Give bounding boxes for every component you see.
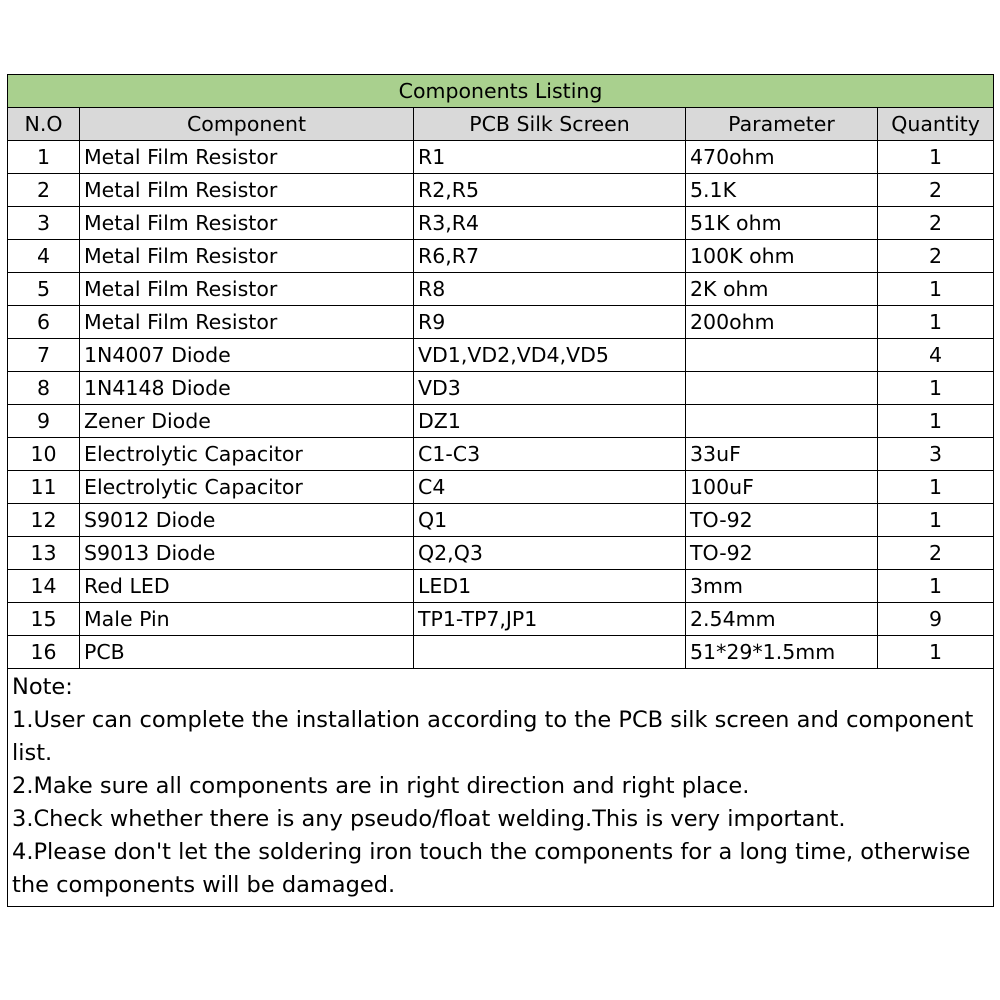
- cell-quantity: 1: [878, 471, 994, 504]
- cell-parameter: 470ohm: [686, 141, 878, 174]
- cell-pcb-silk-screen: R1: [414, 141, 686, 174]
- cell-pcb-silk-screen: DZ1: [414, 405, 686, 438]
- cell-component: Electrolytic Capacitor: [80, 471, 414, 504]
- cell-no: 8: [8, 372, 80, 405]
- table-row: [8, 603, 994, 636]
- table-row: [8, 207, 994, 240]
- cell-parameter: 51*29*1.5mm: [686, 636, 878, 669]
- notes-row: [8, 669, 994, 907]
- table-row: [8, 438, 994, 471]
- cell-parameter: [686, 339, 878, 372]
- cell-pcb-silk-screen: R8: [414, 273, 686, 306]
- cell-quantity: 1: [878, 141, 994, 174]
- cell-no: 12: [8, 504, 80, 537]
- cell-pcb-silk-screen: Q2,Q3: [414, 537, 686, 570]
- cell-component: Metal Film Resistor: [80, 174, 414, 207]
- cell-parameter: 100uF: [686, 471, 878, 504]
- header-component: Component: [80, 108, 414, 141]
- cell-pcb-silk-screen: [414, 636, 686, 669]
- cell-component: PCB: [80, 636, 414, 669]
- cell-parameter: 2K ohm: [686, 273, 878, 306]
- cell-no: 3: [8, 207, 80, 240]
- table-row: [8, 537, 994, 570]
- cell-quantity: 2: [878, 240, 994, 273]
- cell-no: 13: [8, 537, 80, 570]
- cell-parameter: TO-92: [686, 537, 878, 570]
- cell-pcb-silk-screen: Q1: [414, 504, 686, 537]
- cell-parameter: TO-92: [686, 504, 878, 537]
- cell-component: Metal Film Resistor: [80, 273, 414, 306]
- cell-pcb-silk-screen: C4: [414, 471, 686, 504]
- cell-parameter: [686, 405, 878, 438]
- cell-pcb-silk-screen: TP1-TP7,JP1: [414, 603, 686, 636]
- cell-component: Metal Film Resistor: [80, 141, 414, 174]
- cell-no: 6: [8, 306, 80, 339]
- cell-no: 10: [8, 438, 80, 471]
- cell-component: Metal Film Resistor: [80, 306, 414, 339]
- cell-pcb-silk-screen: VD3: [414, 372, 686, 405]
- cell-quantity: 3: [878, 438, 994, 471]
- cell-quantity: 1: [878, 273, 994, 306]
- note-line: 3.Check whether there is any pseudo/float welding.This is very important.: [12, 806, 846, 832]
- note-line: 2.Make sure all components are in right direction and right place.: [12, 773, 750, 799]
- cell-parameter: 3mm: [686, 570, 878, 603]
- table-row: [8, 273, 994, 306]
- cell-pcb-silk-screen: LED1: [414, 570, 686, 603]
- note-line: 4.Please don't let the soldering iron touch the components for a long time, otherwise the components will be damaged.: [12, 839, 971, 898]
- table-row: [8, 504, 994, 537]
- table-row: [8, 141, 994, 174]
- cell-quantity: 1: [878, 306, 994, 339]
- table-row: [8, 570, 994, 603]
- cell-pcb-silk-screen: R3,R4: [414, 207, 686, 240]
- table-row: [8, 240, 994, 273]
- header-pcb-silk-screen: PCB Silk Screen: [414, 108, 686, 141]
- table-title: Components Listing: [8, 75, 994, 108]
- cell-component: Metal Film Resistor: [80, 240, 414, 273]
- cell-pcb-silk-screen: R2,R5: [414, 174, 686, 207]
- notes-heading: Note:: [12, 674, 73, 700]
- cell-component: Electrolytic Capacitor: [80, 438, 414, 471]
- cell-quantity: 1: [878, 372, 994, 405]
- cell-no: 4: [8, 240, 80, 273]
- components-table: [7, 74, 994, 907]
- cell-parameter: 51K ohm: [686, 207, 878, 240]
- cell-no: 16: [8, 636, 80, 669]
- cell-component: 1N4007 Diode: [80, 339, 414, 372]
- cell-component: Zener Diode: [80, 405, 414, 438]
- header-row: [8, 108, 994, 141]
- cell-no: 2: [8, 174, 80, 207]
- cell-no: 7: [8, 339, 80, 372]
- cell-parameter: 200ohm: [686, 306, 878, 339]
- cell-quantity: 2: [878, 174, 994, 207]
- cell-no: 11: [8, 471, 80, 504]
- notes-cell: [8, 669, 994, 907]
- cell-no: 1: [8, 141, 80, 174]
- cell-component: 1N4148 Diode: [80, 372, 414, 405]
- table-row: [8, 405, 994, 438]
- note-line: 1.User can complete the installation according to the PCB silk screen and component list.: [12, 707, 974, 766]
- cell-pcb-silk-screen: R9: [414, 306, 686, 339]
- header-parameter: Parameter: [686, 108, 878, 141]
- table-row: [8, 306, 994, 339]
- cell-pcb-silk-screen: R6,R7: [414, 240, 686, 273]
- cell-component: S9013 Diode: [80, 537, 414, 570]
- cell-no: 15: [8, 603, 80, 636]
- header-no: N.O: [8, 108, 80, 141]
- cell-quantity: 1: [878, 636, 994, 669]
- header-quantity: Quantity: [878, 108, 994, 141]
- cell-no: 14: [8, 570, 80, 603]
- cell-quantity: 9: [878, 603, 994, 636]
- cell-quantity: 1: [878, 405, 994, 438]
- cell-quantity: 4: [878, 339, 994, 372]
- cell-component: Red LED: [80, 570, 414, 603]
- cell-quantity: 1: [878, 504, 994, 537]
- cell-parameter: 100K ohm: [686, 240, 878, 273]
- cell-no: 9: [8, 405, 80, 438]
- cell-component: Metal Film Resistor: [80, 207, 414, 240]
- cell-pcb-silk-screen: VD1,VD2,VD4,VD5: [414, 339, 686, 372]
- table-row: [8, 636, 994, 669]
- table-body: [8, 141, 994, 669]
- cell-parameter: 33uF: [686, 438, 878, 471]
- cell-parameter: [686, 372, 878, 405]
- table-row: [8, 471, 994, 504]
- cell-component: S9012 Diode: [80, 504, 414, 537]
- cell-quantity: 2: [878, 207, 994, 240]
- cell-no: 5: [8, 273, 80, 306]
- cell-parameter: 2.54mm: [686, 603, 878, 636]
- cell-pcb-silk-screen: C1-C3: [414, 438, 686, 471]
- cell-parameter: 5.1K: [686, 174, 878, 207]
- cell-quantity: 1: [878, 570, 994, 603]
- table-row: [8, 339, 994, 372]
- table-row: [8, 174, 994, 207]
- table-row: [8, 372, 994, 405]
- cell-component: Male Pin: [80, 603, 414, 636]
- cell-quantity: 2: [878, 537, 994, 570]
